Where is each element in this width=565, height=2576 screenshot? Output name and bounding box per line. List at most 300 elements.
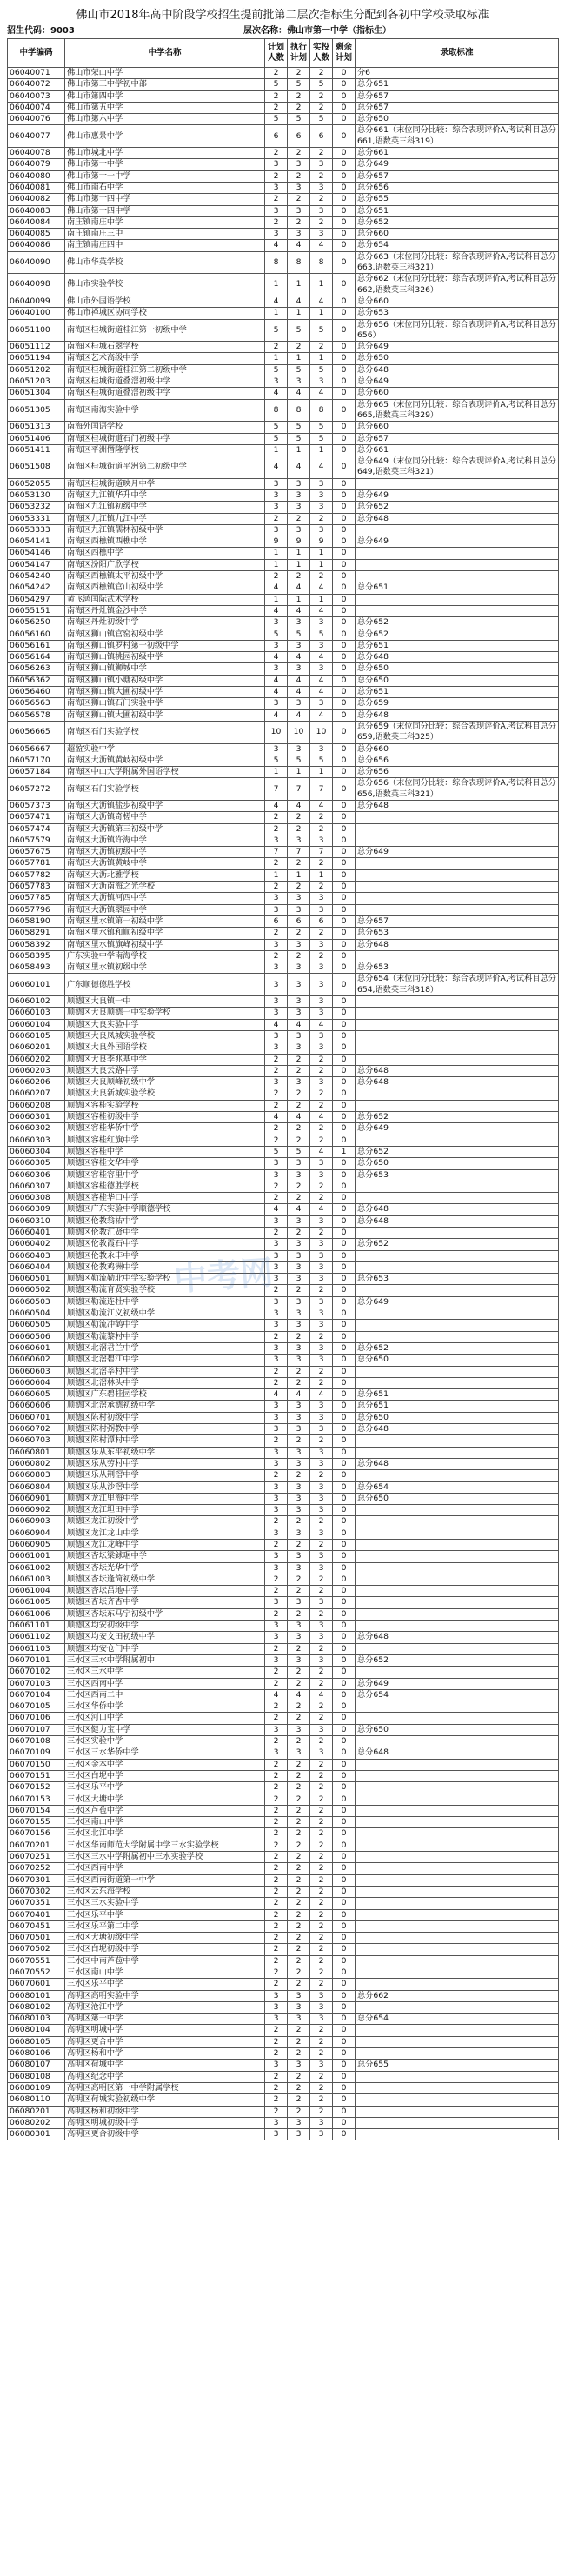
exec-count: 2	[288, 1967, 310, 1978]
actual-count: 2	[310, 1366, 333, 1377]
actual-count: 2	[310, 1713, 333, 1724]
school-code: 06057579	[8, 835, 65, 846]
remain-count: 0	[333, 1886, 356, 1897]
table-row	[8, 847, 559, 858]
remain-count: 0	[333, 388, 356, 399]
admission-standard: 总分654	[356, 1481, 559, 1493]
plan-count: 5	[265, 755, 288, 766]
remain-count: 0	[333, 1817, 356, 1828]
school-name: 南海区大沥镇翠园中学	[65, 904, 265, 915]
actual-count: 4	[310, 709, 333, 721]
admission-standard: 总分650	[356, 114, 559, 125]
plan-count: 4	[265, 801, 288, 812]
school-code: 06070106	[8, 1713, 65, 1724]
actual-count: 2	[310, 1770, 333, 1781]
table-row	[8, 524, 559, 536]
exec-count: 3	[288, 182, 310, 193]
table-row	[8, 1909, 559, 1920]
school-name: 三水区华南师范大学附属中学三水实验学校	[65, 1840, 265, 1851]
actual-count: 2	[310, 1193, 333, 1204]
table-row	[8, 675, 559, 686]
school-name: 顺德区大良顺峰初级中学	[65, 1077, 265, 1088]
plan-count: 5	[265, 422, 288, 433]
table-row	[8, 2129, 559, 2140]
school-code: 06061004	[8, 1586, 65, 1597]
actual-count: 3	[310, 1355, 333, 1366]
remain-count: 0	[333, 1158, 356, 1169]
actual-count: 1	[310, 308, 333, 319]
exec-count: 5	[288, 629, 310, 640]
admission-standard: 总分648	[356, 1747, 559, 1759]
actual-count: 2	[310, 1100, 333, 1111]
remain-count: 0	[333, 1759, 356, 1770]
plan-count: 3	[265, 2117, 288, 2128]
school-code: 06061002	[8, 1562, 65, 1574]
school-code: 06060308	[8, 1193, 65, 1204]
exec-count: 2	[288, 1933, 310, 1944]
school-name: 顺德区龙江坦田中学	[65, 1505, 265, 1516]
table-row	[8, 1990, 559, 2001]
school-code: 06052055	[8, 478, 65, 489]
plan-count: 3	[265, 2129, 288, 2140]
admission-standard	[356, 1135, 559, 1146]
col-header-remain: 剩余计划	[333, 39, 356, 68]
table-row	[8, 1540, 559, 1551]
remain-count: 0	[333, 698, 356, 709]
school-name: 黄飞鸿国际武术学校	[65, 594, 265, 605]
school-code: 06060304	[8, 1146, 65, 1157]
actual-count: 6	[310, 915, 333, 927]
actual-count: 3	[310, 1654, 333, 1666]
remain-count: 0	[333, 1342, 356, 1354]
plan-count: 4	[265, 1389, 288, 1401]
plan-count: 3	[265, 1505, 288, 1516]
school-code: 06060502	[8, 1285, 65, 1296]
plan-count: 2	[265, 823, 288, 835]
school-code: 06051194	[8, 353, 65, 364]
school-name: 顺德区杏坛东马宁初级中学	[65, 1608, 265, 1620]
exec-count: 2	[288, 194, 310, 205]
admission-standard: 总分657	[356, 915, 559, 927]
remain-count: 0	[333, 663, 356, 675]
actual-count: 1	[310, 594, 333, 605]
school-code: 06057783	[8, 882, 65, 893]
admission-standard: 总分649	[356, 1296, 559, 1308]
school-name: 佛山市惠景中学	[65, 125, 265, 148]
admission-standard	[356, 1054, 559, 1065]
plan-count: 2	[265, 1065, 288, 1076]
school-name: 南海区九江镇儒林初级中学	[65, 524, 265, 536]
plan-count: 2	[265, 1088, 288, 1100]
exec-count: 2	[288, 1909, 310, 1920]
admission-standard: 总分651	[356, 1389, 559, 1401]
school-code: 06056263	[8, 663, 65, 675]
plan-count: 2	[265, 148, 288, 159]
school-code: 06060802	[8, 1458, 65, 1469]
school-name: 南海区里水镇旗峰初级中学	[65, 939, 265, 950]
school-name: 高明区更合中学	[65, 2036, 265, 2047]
plan-count: 3	[265, 1412, 288, 1423]
admission-standard: 分6	[356, 68, 559, 79]
actual-count: 4	[310, 675, 333, 686]
actual-count: 2	[310, 194, 333, 205]
table-row	[8, 1505, 559, 1516]
exec-count: 3	[288, 2117, 310, 2128]
plan-count: 2	[265, 1886, 288, 1897]
actual-count: 2	[310, 1470, 333, 1481]
plan-count: 2	[265, 1805, 288, 1816]
exec-count: 2	[288, 1886, 310, 1897]
school-name: 顺德区北滘莘村中学	[65, 1366, 265, 1377]
plan-count: 4	[265, 1112, 288, 1123]
table-row	[8, 559, 559, 570]
actual-count: 2	[310, 1054, 333, 1065]
school-name: 顺德区伦教霞石中学	[65, 1239, 265, 1250]
school-name: 南海区狮山镇大圃初级中学	[65, 687, 265, 698]
exec-count: 4	[288, 1204, 310, 1215]
remain-count: 0	[333, 2071, 356, 2082]
exec-count: 2	[288, 1470, 310, 1481]
exec-count: 2	[288, 1227, 310, 1238]
plan-count: 2	[265, 1377, 288, 1388]
exec-count: 4	[288, 709, 310, 721]
remain-count: 0	[333, 869, 356, 881]
exec-count: 2	[288, 1840, 310, 1851]
actual-count: 4	[310, 801, 333, 812]
plan-count: 2	[265, 1920, 288, 1932]
table-row	[8, 996, 559, 1008]
admission-standard	[356, 1770, 559, 1781]
table-row	[8, 812, 559, 823]
school-name: 佛山市南石中学	[65, 182, 265, 193]
admission-standard	[356, 1100, 559, 1111]
school-code: 06040082	[8, 194, 65, 205]
plan-count: 2	[265, 1181, 288, 1192]
table-row	[8, 743, 559, 755]
exec-count: 3	[288, 1597, 310, 1608]
plan-count: 3	[265, 376, 288, 388]
remain-count: 0	[333, 1863, 356, 1874]
remain-count: 0	[333, 1389, 356, 1401]
remain-count: 0	[333, 801, 356, 812]
actual-count: 3	[310, 974, 333, 996]
exec-count: 2	[288, 823, 310, 835]
plan-count: 3	[265, 1342, 288, 1354]
school-code: 06056250	[8, 617, 65, 629]
school-name: 顺德区容桂实验学校	[65, 1100, 265, 1111]
actual-count: 2	[310, 102, 333, 113]
plan-count: 4	[265, 1689, 288, 1701]
actual-count: 3	[310, 524, 333, 536]
remain-count: 0	[333, 1239, 356, 1250]
exec-count: 3	[288, 502, 310, 513]
school-code: 06060307	[8, 1181, 65, 1192]
school-code: 06060604	[8, 1377, 65, 1388]
school-name: 南海区西樵镇太平初级中学	[65, 571, 265, 582]
enroll-code-label: 招生代码：	[7, 26, 50, 36]
exec-count: 3	[288, 962, 310, 974]
exec-count: 2	[288, 2025, 310, 2036]
plan-count: 3	[265, 835, 288, 846]
actual-count: 1	[310, 353, 333, 364]
actual-count: 2	[310, 1181, 333, 1192]
school-name: 顺德区大良顺德一中实验学校	[65, 1008, 265, 1019]
admission-standard	[356, 1817, 559, 1828]
plan-count: 9	[265, 536, 288, 548]
remain-count: 0	[333, 548, 356, 559]
table-row	[8, 962, 559, 974]
school-code: 06070102	[8, 1667, 65, 1678]
plan-count: 2	[265, 1863, 288, 1874]
actual-count: 5	[310, 433, 333, 444]
admission-standard	[356, 1470, 559, 1481]
remain-count: 0	[333, 1355, 356, 1366]
admission-standard	[356, 1250, 559, 1261]
actual-count: 2	[310, 1794, 333, 1805]
school-code: 06060503	[8, 1296, 65, 1308]
actual-count: 3	[310, 1296, 333, 1308]
plan-count: 8	[265, 251, 288, 274]
enroll-code	[7, 23, 75, 36]
school-code: 06051112	[8, 342, 65, 353]
remain-count: 0	[333, 319, 356, 342]
plan-count: 2	[265, 1736, 288, 1747]
table-row	[8, 1933, 559, 1944]
actual-count: 3	[310, 376, 333, 388]
plan-count: 2	[265, 1516, 288, 1528]
remain-count: 0	[333, 812, 356, 823]
school-name: 高明区明城中学	[65, 2025, 265, 2036]
school-code: 06054240	[8, 571, 65, 582]
admission-standard: 总分648	[356, 1632, 559, 1643]
admission-standard	[356, 1608, 559, 1620]
plan-count: 3	[265, 1261, 288, 1273]
admission-standard	[356, 1979, 559, 1990]
plan-count: 3	[265, 489, 288, 501]
school-name: 南海区桂城街道映月中学	[65, 478, 265, 489]
exec-count: 2	[288, 1377, 310, 1388]
table-row	[8, 1181, 559, 1192]
school-name: 南海区西樵镇官山初级中学	[65, 582, 265, 594]
school-code: 06054146	[8, 548, 65, 559]
actual-count: 2	[310, 1285, 333, 1296]
table-row	[8, 205, 559, 216]
table-row	[8, 1355, 559, 1366]
actual-count: 3	[310, 1528, 333, 1539]
remain-count: 0	[333, 1528, 356, 1539]
actual-count: 2	[310, 1435, 333, 1447]
exec-count: 2	[288, 1979, 310, 1990]
admission-standard: 总分648	[356, 709, 559, 721]
admission-standard: 总分653	[356, 308, 559, 319]
exec-count: 1	[288, 444, 310, 456]
remain-count: 0	[333, 2129, 356, 2140]
admission-standard: 总分651	[356, 687, 559, 698]
school-code: 06060206	[8, 1077, 65, 1088]
remain-count: 0	[333, 1990, 356, 2001]
plan-count: 2	[265, 1713, 288, 1724]
school-name: 佛山市城北中学	[65, 148, 265, 159]
remain-count: 0	[333, 996, 356, 1008]
admission-standard: 总分660	[356, 422, 559, 433]
school-code: 06070501	[8, 1933, 65, 1944]
remain-count: 0	[333, 605, 356, 616]
admission-standard	[356, 1320, 559, 1331]
admission-standard	[356, 1874, 559, 1886]
actual-count: 2	[310, 148, 333, 159]
exec-count: 2	[288, 1713, 310, 1724]
actual-count: 6	[310, 125, 333, 148]
remain-count: 0	[333, 1667, 356, 1678]
remain-count: 0	[333, 709, 356, 721]
plan-count: 3	[265, 1990, 288, 2001]
table-row	[8, 1285, 559, 1296]
actual-count: 5	[310, 755, 333, 766]
admission-standard	[356, 1447, 559, 1458]
school-name: 南海区大沥镇黄岐初级中学	[65, 755, 265, 766]
remain-count: 0	[333, 1088, 356, 1100]
actual-count: 4	[310, 1689, 333, 1701]
plan-count: 2	[265, 1667, 288, 1678]
exec-count: 3	[288, 1990, 310, 2001]
plan-count: 2	[265, 342, 288, 353]
remain-count: 0	[333, 835, 356, 846]
school-code: 06054297	[8, 594, 65, 605]
exec-count: 7	[288, 847, 310, 858]
exec-count: 2	[288, 571, 310, 582]
exec-count: 3	[288, 2129, 310, 2140]
table-row	[8, 893, 559, 904]
plan-count: 2	[265, 1701, 288, 1713]
plan-count: 3	[265, 478, 288, 489]
plan-count: 3	[265, 1447, 288, 1458]
school-code: 06070155	[8, 1817, 65, 1828]
remain-count: 0	[333, 974, 356, 996]
remain-count: 0	[333, 1274, 356, 1285]
remain-count: 0	[333, 893, 356, 904]
school-code: 06056161	[8, 640, 65, 651]
table-row	[8, 1805, 559, 1816]
school-name: 顺德区大良新城实验学校	[65, 1088, 265, 1100]
admission-standard: 总分651	[356, 1401, 559, 1412]
remain-count: 0	[333, 1920, 356, 1932]
table-row	[8, 755, 559, 766]
actual-count: 2	[310, 342, 333, 353]
school-code: 06040085	[8, 229, 65, 240]
plan-count: 2	[265, 1366, 288, 1377]
plan-count: 2	[265, 1193, 288, 1204]
admission-standard: 总分650	[356, 1493, 559, 1504]
school-name: 顺德区伦教翁祐中学	[65, 1215, 265, 1227]
table-row	[8, 1701, 559, 1713]
admission-standard: 总分652	[356, 1654, 559, 1666]
remain-count: 0	[333, 1123, 356, 1135]
table-row	[8, 114, 559, 125]
remain-count: 0	[333, 102, 356, 113]
table-row	[8, 767, 559, 778]
admission-standard	[356, 1586, 559, 1597]
remain-count: 0	[333, 478, 356, 489]
remain-count: 0	[333, 950, 356, 962]
school-code: 06056160	[8, 629, 65, 640]
actual-count: 2	[310, 1678, 333, 1689]
level-name	[243, 23, 391, 36]
school-name: 顺德区陈村潭村中学	[65, 1435, 265, 1447]
admission-standard: 总分649	[356, 342, 559, 353]
actual-count: 2	[310, 1574, 333, 1585]
table-row	[8, 1759, 559, 1770]
remain-count: 0	[333, 1250, 356, 1261]
admission-standard: 总分656（末位同分比较：综合表现评价A,考试科目总分656,语数英三科321）	[356, 778, 559, 801]
exec-count: 2	[288, 1065, 310, 1076]
plan-count: 3	[265, 1424, 288, 1435]
school-name: 顺德区容桂初级中学	[65, 1112, 265, 1123]
table-row	[8, 1689, 559, 1701]
school-code: 06070108	[8, 1736, 65, 1747]
school-code: 06060403	[8, 1250, 65, 1261]
school-name: 三水区云东海学校	[65, 1886, 265, 1897]
table-row	[8, 536, 559, 548]
table-row	[8, 1077, 559, 1088]
exec-count: 2	[288, 1794, 310, 1805]
remain-count: 0	[333, 296, 356, 307]
exec-count: 2	[288, 1898, 310, 1909]
school-name: 顺德区龙江初级中学	[65, 1516, 265, 1528]
exec-count: 3	[288, 663, 310, 675]
exec-count: 4	[288, 582, 310, 594]
table-row	[8, 1447, 559, 1458]
exec-count: 2	[288, 102, 310, 113]
table-row	[8, 1678, 559, 1689]
school-name: 三水区乐平中学	[65, 1909, 265, 1920]
remain-count: 0	[333, 456, 356, 479]
school-code: 06051411	[8, 444, 65, 456]
admission-standard	[356, 1435, 559, 1447]
school-code: 06060902	[8, 1505, 65, 1516]
exec-count: 3	[288, 617, 310, 629]
exec-count: 2	[288, 1944, 310, 1955]
school-name: 南海区桂城街道桂江第一初级中学	[65, 319, 265, 342]
exec-count: 5	[288, 755, 310, 766]
admission-standard: 总分653	[356, 928, 559, 939]
remain-count: 0	[333, 433, 356, 444]
school-name: 南海区桂城街道叠滘初级中学	[65, 388, 265, 399]
exec-count: 8	[288, 251, 310, 274]
table-row	[8, 1250, 559, 1261]
actual-count: 4	[310, 1112, 333, 1123]
table-row	[8, 687, 559, 698]
table-row	[8, 629, 559, 640]
exec-count: 2	[288, 882, 310, 893]
school-code: 06051406	[8, 433, 65, 444]
admission-standard	[356, 1643, 559, 1654]
actual-count: 2	[310, 2106, 333, 2117]
remain-count: 0	[333, 2094, 356, 2106]
admission-standard: 总分649	[356, 376, 559, 388]
exec-count: 4	[288, 1389, 310, 1401]
admission-standard: 总分649	[356, 536, 559, 548]
table-row	[8, 939, 559, 950]
school-code: 06070451	[8, 1920, 65, 1932]
exec-count: 2	[288, 90, 310, 102]
plan-count: 3	[265, 1308, 288, 1320]
school-code: 06060305	[8, 1158, 65, 1169]
school-name: 南海区狮山镇桃园初级中学	[65, 652, 265, 663]
exec-count: 4	[288, 652, 310, 663]
remain-count: 0	[333, 1193, 356, 1204]
actual-count: 3	[310, 2001, 333, 2013]
col-header-actual: 实投人数	[310, 39, 333, 68]
